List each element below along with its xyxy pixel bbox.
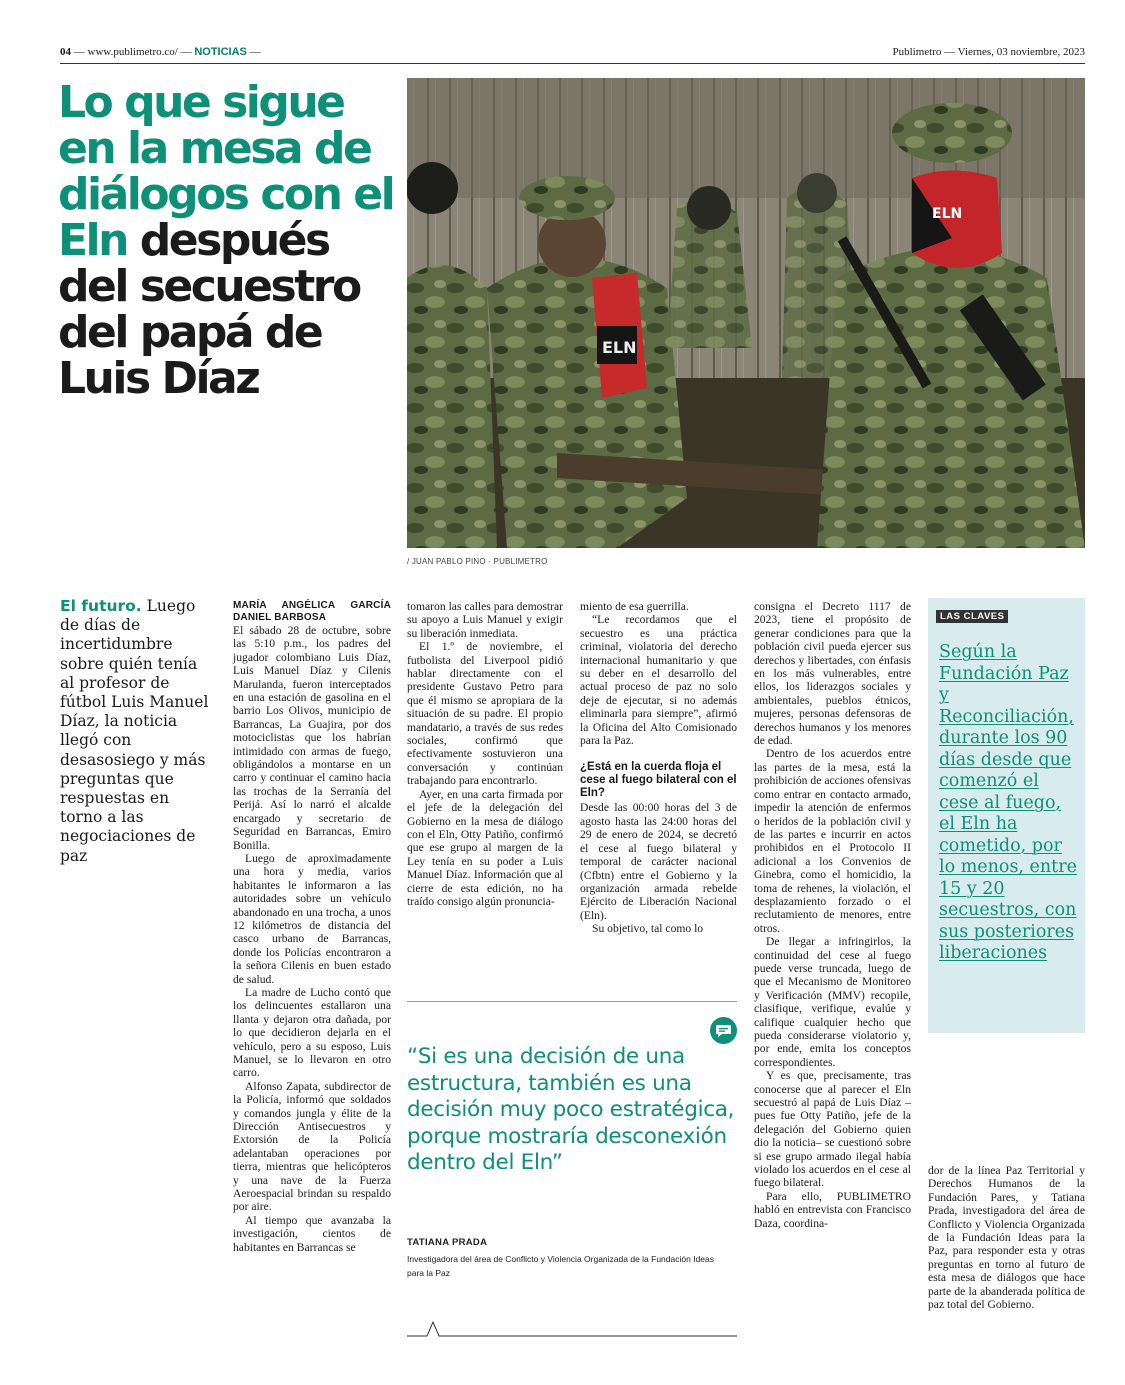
- body-paragraph: La madre de Lucho contó que los delincuentes estallaron una llanta y dejaron otra dañada, por lo que decidieron dejarla en el vehículo, pero a su esposo, Luis Manuel, se lo llevaron en otro carro.: [233, 985, 391, 1080]
- headline-green: Lo que sigue en la mesa de diálogos con el Eln: [58, 77, 394, 266]
- body-paragraph: De llegar a infringirlos, la continuidad del cese al fuego puede verse truncada, luego de que el Mecanismo de Monitoreo y Verificación (MMV) recopile, clasifique, verifique, evalúe y califique cualquier hecho que pueda considerarse violatorio y, por ende, emita los conceptos correspondientes.: [754, 935, 911, 1069]
- body-column-4: [754, 600, 911, 1230]
- header-rule: [60, 63, 1085, 64]
- body-paragraph: El sábado 28 de octubre, sobre las 5:10 p.m., los padres del jugador colombiano Luis Díaz, Luis Manuel Díaz y Cilenis Marulanda, fueron interceptados en una estación de gasolina en el barrio Los Olivos, municipio de Barrancas, La Guajira, por dos motociclistas que los habrían intimidado con armas de fuego, obligándolos a montarse en un carro y continuar el camino hacia las trochas de la Serranía del Perijá. Así lo narró el alcalde encargado y secretario de Seguridad en Barrancas, Emiro Bonilla.: [233, 624, 391, 852]
- header-left: 04 — www.publimetro.co/ — NOTICIAS —: [60, 46, 261, 58]
- body-paragraph: Ayer, en una carta firmada por el jefe de la delegación del Gobierno en la mesa de diálogo con el Eln, Otty Patiño, confirmó que ese grupo al margen de la Ley tenía en su poder a Luis Manuel Díaz. Información que al cierre de esta edición, no ha traído consigo algún pronuncia-: [407, 787, 563, 908]
- body-paragraph: Su objetivo, tal como lo: [592, 922, 704, 936]
- body-paragraph: Al tiempo que avanzaba la investigación, cientos de habitantes en Barrancas se: [233, 1213, 391, 1254]
- key-facts-label: LAS CLAVES: [936, 610, 1008, 623]
- svg-text:ELN: ELN: [602, 338, 637, 357]
- lead-kicker: El futuro.: [60, 597, 142, 615]
- lead-paragraph: [60, 597, 210, 866]
- body-paragraph: consigna el Decreto 1117 de 2023, tiene el propósito de generar condiciones para que la población civil pueda ejercer sus derechos y libertades, con énfasis en los más vulnerables, entre ellos, los liderazgos sociales y ambientales, pueblos étnicos, mujeres, personas defensoras de derechos humanos y los menores de edad.: [754, 600, 911, 748]
- body-paragraph: Dentro de los acuerdos entre las partes de la mesa, está la prohibición de acciones ofensivas como entrar en contacto armado, impedir la atención de enfermos o heridos de la población civil y de las partes e incurrir en actos prohibidos en el Protocolo II adicional a los Convenios de Ginebra, como el homicidio, la toma de rehenes, la violación, el desplazamiento forzado o el reclutamiento de menores, entre otros.: [754, 747, 911, 935]
- page-header: [60, 46, 1085, 64]
- body-paragraph: tomaron las calles para demostrar su apoyo a Luis Manuel y exigir su liberación inmediata.: [407, 600, 563, 640]
- key-facts-text: Según la Fundación Paz y Reconciliación, durante los 90 días desde que comenzó el cese al fuego, el Eln ha cometido, por lo menos, entre 15 y 20 secuestros, con sus posteriores liberaciones: [939, 642, 1077, 963]
- byline: MARÍA ANGÉLICA GARCÍA DANIEL BARBOSA: [233, 600, 391, 623]
- pull-quote: “Si es una decisión de una estructura, también es una decisión muy poco estratégica, porque mostraría desconexión dentro del Eln”: [407, 1044, 735, 1175]
- body-column-5: [928, 1164, 1085, 1311]
- quote-divider: [407, 1001, 737, 1002]
- page-number: 04: [60, 46, 71, 58]
- quote-footer-line: [407, 1318, 737, 1338]
- body-paragraph: miento de esa guerrilla.: [580, 600, 689, 613]
- body-paragraph: dor de la línea Paz Territorial y Derechos Humanos de la Fundación Pares, y Tatiana Prada, investigadora del área de Conflicto y Violencia Organizada de la Fundación Ideas para la Paz, para responder esta y otras preguntas en torno al futuro de esta mesa de diálogos que hace parte de la abanderada política de paz total del Gobierno.: [928, 1164, 1085, 1312]
- subheading: ¿Está en la cuerda floja el cese al fuego bilateral con el Eln?: [580, 761, 737, 800]
- main-photo: [407, 78, 1085, 548]
- quote-author: TATIANA PRADA: [407, 1237, 488, 1248]
- headline: [58, 77, 403, 404]
- speech-bubble-icon: [710, 1017, 737, 1044]
- site-url[interactable]: www.publimetro.co/: [87, 46, 178, 58]
- svg-text:ELN: ELN: [932, 206, 963, 222]
- guerrilla-fighters-photo: [407, 78, 1085, 548]
- body-column-3: [580, 600, 737, 936]
- photo-credit: / JUAN PABLO PINO · PUBLIMETRO: [407, 557, 548, 566]
- body-column-1: [233, 600, 391, 1254]
- lead-text: Luego de días de incertidumbre sobre quién tenía al profesor de fútbol Luis Manuel Díaz, la noticia llegó con desasosiego y más preguntas que respuestas en torno a las negociaciones de paz: [60, 597, 209, 865]
- body-paragraph: Luego de aproximadamente una hora y media, varios habitantes le informaron a las autoridades sobre un vehículo abandonado en una trocha, a unos 12 kilómetros de distancia del casco urbano de Barrancas, donde los Policías encontraron a la señora Cilenis en buen estado de salud.: [233, 851, 391, 986]
- section-label: NOTICIAS: [194, 46, 247, 58]
- quote-author-role: Investigadora del área de Conflicto y Violencia Organizada de la Fundación Ideas para la Paz: [407, 1254, 714, 1278]
- body-paragraph: Alfonso Zapata, subdirector de la Policía, informó que soldados y comandos jungla y élite de la Dirección Antisecuestros y Extorsión de la Policía adelantaban operaciones por tierra, mientras que helicópteros y una nave de la Fuerza Aeroespacial brindan su respaldo por aire.: [233, 1079, 391, 1214]
- body-column-2: [407, 600, 563, 908]
- body-paragraph: El 1.º de noviembre, el futbolista del Liverpool pidió hablar directamente con el presidente Gustavo Petro para que él mismo se apropiara de la situación de su padre. El propio mandatario, a través de sus redes sociales, confirmó que efectivamente sostuvieron una conversación y continúan trabajando para encontrarlo.: [407, 640, 563, 788]
- body-paragraph: Para ello, PUBLIMETRO habló en entrevista con Francisco Daza, coordina-: [754, 1189, 911, 1230]
- body-paragraph: “Le recordamos que el secuestro es una práctica criminal, violatoria del derecho internacional humanitario y que su deber en el desarrollo del actual proceso de paz no solo deje de ejecutar, si no además eliminarla para siempre”, afirmó la Oficina del Alto Comisionado para la Paz.: [580, 613, 737, 748]
- publication-date: Publimetro — Viernes, 03 noviembre, 2023: [892, 46, 1085, 58]
- headline-dark: después del secuestro del papá de Luis Díaz: [58, 215, 360, 404]
- body-paragraph: Y es que, precisamente, tras conocerse que al parecer el Eln secuestró al papá de Luis Díaz –pues fue Otty Patiño, jefe de la delegación del Gobierno quien dio la noticia– se cuestionó sobre si ese grupo armado ilegal había violado los acuerdos en el cese al fuego bilateral.: [754, 1069, 911, 1190]
- body-paragraph: Desde las 00:00 horas del 3 de agosto hasta las 24:00 horas del 29 de enero de 2024, se decretó el cese al fuego bilateral y temporal de carácter nacional (Cfbtn) entre el Gobierno y la organización armada rebelde Ejército de Liberación Nacional (Eln).: [580, 801, 737, 922]
